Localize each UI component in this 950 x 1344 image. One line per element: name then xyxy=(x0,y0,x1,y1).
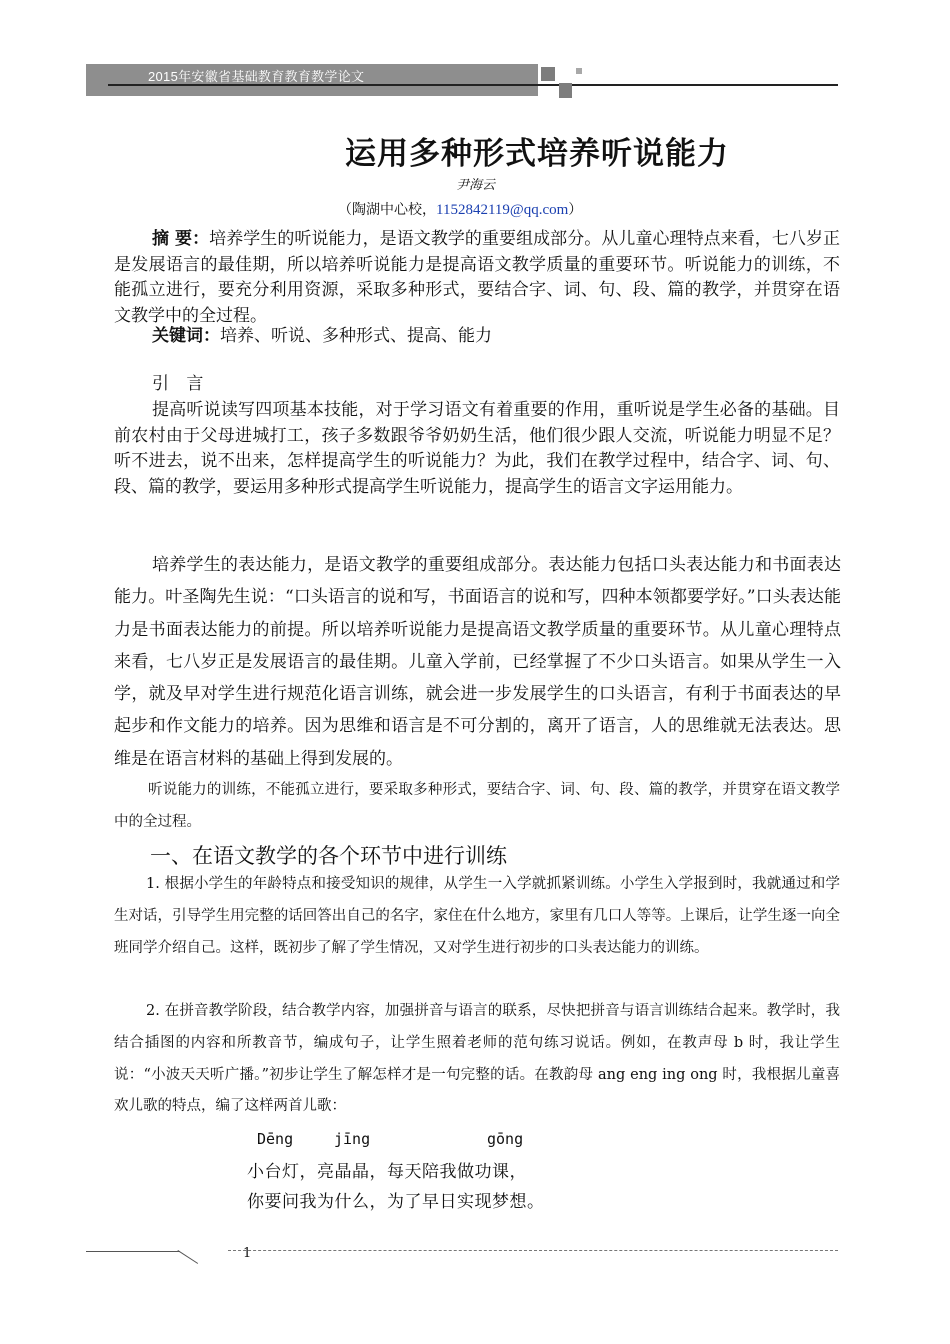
page-title: 运用多种形式培养听说能力 xyxy=(345,136,729,172)
body-paragraph-1: 培养学生的表达能力，是语文教学的重要组成部分。表达能力包括口头表达能力和书面表达能力。叶圣陶先生说：“口头语言的说和写，书面语言的说和写，四种本领都要学好。”口头表达能力是书面表达能力的前提。所以培养听说能力是提高语文教学质量的重要环节。从儿童心理特点来看，七八岁正是发展语言的最佳期。儿童入学前，已经掌握了不少口头语言。如果从学生一入学，就及早对学生进行规范化语言训练，就会进一步发展学生的口头语言，有利于书面表达的早起步和作文能力的培养。因为思维和语言是不可分割的，离开了语言，人的思维就无法表达。思维是在语言材料的基础上得到发展的。 xyxy=(114,555,841,769)
pinyin-jing: jīng xyxy=(334,1130,371,1148)
body-paragraph-2: 听说能力的训练，不能孤立进行，要采取多种形式，要结合字、词、句、段、篇的教学，并贯穿在语文教学中的全过程。 xyxy=(114,782,840,830)
author-name: 尹海云 xyxy=(456,178,496,193)
intro-paragraph: 提高听说读写四项基本技能，对于学习语文有着重要的作用，重听说是学生必备的基础。目前农村由于父母进城打工，孩子多数跟爷爷奶奶生活，他们很少跟人交流，听说能力明显不足？听不进去，说不出来，怎样提高学生的听说能力？为此，我们在教学过程中，结合字、词、句、段、篇的教学，要运用多种形式提高学生听说能力，提高学生的语言文字运用能力。 xyxy=(114,400,840,497)
abstract-label: 摘 要： xyxy=(152,229,210,249)
keywords-label: 关键词： xyxy=(152,326,220,346)
pinyin-gong: gōng xyxy=(487,1130,524,1148)
affiliation-prefix: （陶湖中心校， xyxy=(338,202,436,218)
header-text: 2015年安徽省基础教育教育教学论文 xyxy=(148,69,365,84)
header-decoration-square xyxy=(541,67,555,81)
abstract-text: 培养学生的听说能力，是语文教学的重要组成部分。从儿童心理特点来看，七八岁正是发展语言的最佳期，所以培养听说能力是提高语文教学质量的重要环节。听说能力的训练，不能孤立进行，要充分利用资源，采取多种形式，要结合字、词、句、段、篇的教学，并贯穿在语文教学中的全过程。 xyxy=(114,229,841,326)
footer-dashed-rule xyxy=(228,1250,838,1251)
keywords xyxy=(114,324,840,350)
header-decoration-square xyxy=(576,68,582,74)
page-number: 1 xyxy=(243,1246,252,1261)
affiliation xyxy=(338,199,582,219)
section-item-1: 1. 根据小学生的年龄特点和接受知识的规律，从学生一入学就抓紧训练。小学生入学报到时，我就通过和学生对话，引导学生用完整的话回答出自己的名字，家住在什么地方，家里有几口人等等。上课后，让学生逐一向全班同学介绍自己。这样，既初步了解了学生情况，又对学生进行初步的口头表达能力的训练。 xyxy=(114,876,840,956)
pinyin-deng: Dēng xyxy=(257,1130,294,1148)
poem-line-1: 小台灯，亮晶晶，每天陪我做功课， xyxy=(247,1162,527,1182)
section-heading: 一、在语文教学的各个环节中进行训练 xyxy=(150,844,507,868)
footer-rule-diagonal xyxy=(177,1250,198,1264)
header-decoration-square xyxy=(559,83,572,98)
poem-line-2: 你要问我为什么，为了早日实现梦想。 xyxy=(247,1192,545,1212)
abstract xyxy=(114,227,840,329)
intro-heading: 引 言 xyxy=(152,374,210,394)
section-item-2: 2. 在拼音教学阶段，结合教学内容，加强拼音与语言的联系，尽快把拼音与语言训练结合起来。教学时，我结合插图的内容和所教音节，编成句子，让学生照着老师的范句练习说话。例如，在教声母 b 时，我让学生说：“小波天天听广播。”初步让学生了解怎样才是一句完整的话。在教韵母 ang eng ing ong 时，我根据儿童喜欢儿歌的特点，编了这样两首儿歌： xyxy=(114,1003,840,1115)
keywords-text: 培养、听说、多种形式、提高、能力 xyxy=(220,326,492,346)
author-email[interactable]: 1152842119@qq.com xyxy=(436,202,569,218)
footer-rule xyxy=(86,1251,180,1252)
affiliation-suffix: ） xyxy=(568,202,583,218)
